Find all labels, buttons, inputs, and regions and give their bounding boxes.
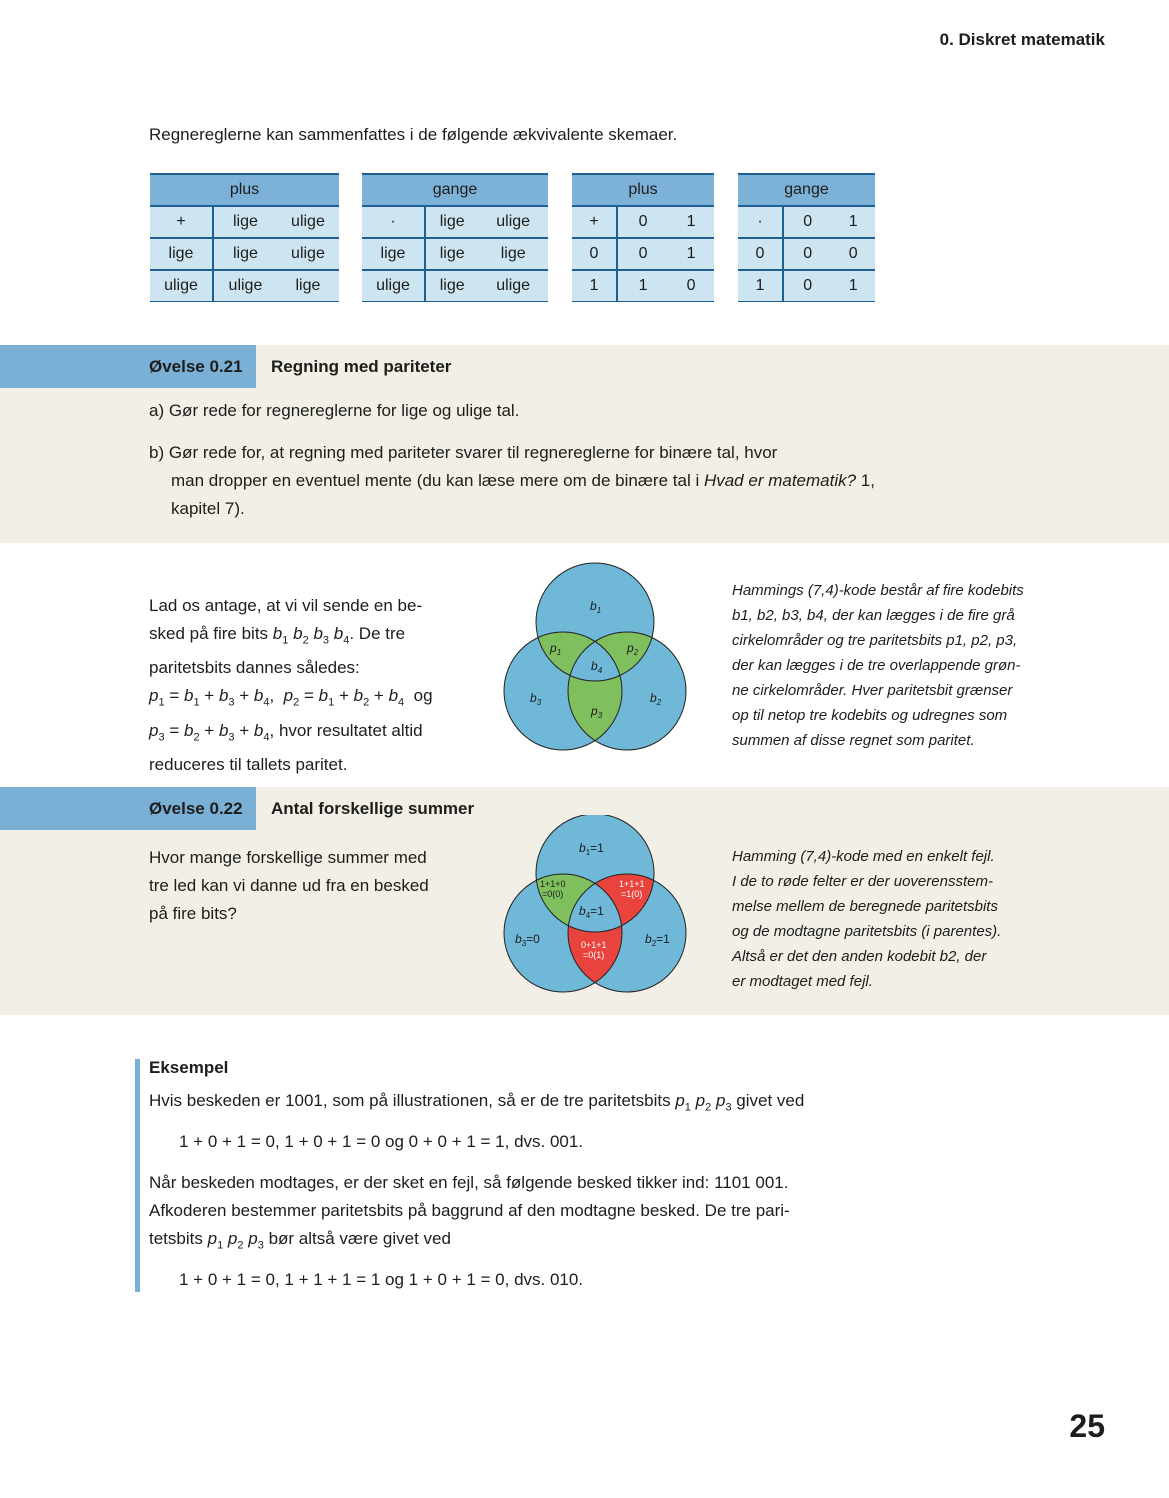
table-cell: 1 [831, 270, 875, 302]
venn-diagram-error [500, 815, 690, 993]
text-line: paritetsbits dannes således: [149, 658, 360, 678]
label-p1: $p_1$ [550, 641, 562, 657]
exercise-question-b-rest [171, 467, 891, 523]
table-cell: ulige [213, 270, 277, 302]
intro-text: Regnereglerne kan sammenfattes i de følgende ækvivalente skemaer. [149, 125, 678, 144]
exercise-title: Regning med pariteter [271, 357, 452, 376]
exercise-title: Antal forskellige summer [271, 799, 475, 818]
text-span: Hvis beskeden er 1001, som på illustrationen, så er de tre paritetsbits [149, 1091, 676, 1110]
venn-error-caption [732, 844, 1112, 994]
label-b4: $b_4=1$ [579, 904, 604, 920]
text-span: og [413, 686, 433, 706]
label-b1: $b_1=1$ [579, 841, 604, 857]
label-b2: $b_2=1$ [645, 932, 670, 948]
label-b1: $b_1$ [590, 599, 602, 615]
text-line: Afkoderen bestemmer paritetsbits på baggrund af den modtagne besked. De tre pari- [149, 1201, 790, 1220]
hamming-text [149, 592, 479, 779]
example-paragraph-2 [149, 1169, 949, 1259]
table-cell: · [362, 206, 425, 238]
text-line: tetsbits $p_1$ $p_2$ $p_3$ bør altså være givet ved [149, 1229, 451, 1252]
table-cell: + [572, 206, 617, 238]
caption-line: melse mellem de beregnede paritetsbits [732, 898, 998, 915]
text-line: reduceres til tallets paritet. [149, 755, 348, 775]
caption-line: ne cirkelområder. Hver paritetsbit grænser [732, 682, 1013, 699]
table-cell: lige [425, 206, 478, 238]
example-paragraph-1: Hvis beskeden er 1001, som på illustrationen, så er de tre paritetsbits $p_1$ $p_2$ $p_3$ givet ved [149, 1091, 805, 1114]
label-b2: $b_2$ [650, 691, 662, 707]
table-cell: 1 [738, 270, 783, 302]
caption-line: og de modtagne paritetsbits (i parentes). [732, 923, 1002, 940]
text-span: man dropper en eventuel mente (du kan læse mere om de binære tal i [171, 471, 704, 490]
table-cell: ulige [150, 270, 213, 302]
label-p3-result: =0(1) [583, 950, 605, 960]
table-cell: lige [425, 270, 478, 302]
label-b3: $b_3$ [530, 691, 542, 707]
text-span: givet ved [731, 1091, 805, 1110]
text-line: Lad os antage, at vi vil sende en be- [149, 596, 423, 615]
formula-line: $p_1 = b_1 + b_3 + b_4$, $p_2 = b_1 + b_2 + b_4$ og [149, 686, 433, 709]
text-line: Når beskeden modtages, er der sket en fejl, så følgende besked tikker ind: 1101 001. [149, 1173, 789, 1192]
table-cell: 0 [783, 238, 831, 270]
exercise-number: Øvelse 0.22 [149, 799, 243, 818]
table-cell: 1 [668, 206, 714, 238]
text-span: tetsbits [149, 1229, 208, 1248]
table-cell: 0 [617, 238, 668, 270]
caption-line: Altså er det den anden kodebit b2, der [732, 948, 987, 965]
table-title: plus [572, 174, 714, 206]
table-cell: 1 [617, 270, 668, 302]
table-cell: lige [150, 238, 213, 270]
formula-line: $p_3 = b_2 + b_3 + b_4$, hvor resultatet altid [149, 720, 423, 744]
table-plus-binary [572, 173, 714, 302]
table-cell: 0 [572, 238, 617, 270]
label-p2-result: =1(0) [621, 889, 643, 899]
table-cell: ulige [277, 238, 339, 270]
label-p3: $p_3$ [591, 704, 603, 720]
table-cell: ulige [277, 206, 339, 238]
caption-line: Hammings (7,4)-kode består af fire kodebits [732, 582, 1024, 599]
label-b4: $b_4$ [591, 659, 603, 675]
label-p2-calc: 1+1+1 [619, 879, 645, 889]
table-cell: 0 [617, 206, 668, 238]
label-p1-calc: 1+1+0 [540, 879, 566, 889]
caption-line: cirkelområder og tre paritetsbits p1, p2, p3, [732, 632, 1018, 649]
table-title: gange [738, 174, 875, 206]
text-line: sked på fire bits $b_1$ $b_2$ $b_3$ $b_4$. De tre [149, 624, 406, 647]
table-cell: 1 [831, 206, 875, 238]
table-cell: lige [478, 238, 548, 270]
table-cell: 0 [783, 206, 831, 238]
table-cell: + [150, 206, 213, 238]
exercise-number: Øvelse 0.21 [149, 357, 243, 376]
table-cell: 1 [572, 270, 617, 302]
caption-line: summen af disse regnet som paritet. [732, 732, 975, 749]
table-cell: ulige [478, 270, 548, 302]
caption-line: der kan lægges i de tre overlappende grøn- [732, 657, 1021, 674]
text-span: , hvor resultatet altid [269, 720, 423, 740]
exercise-question-a: a) Gør rede for regnereglerne for lige og ulige tal. [149, 401, 520, 420]
table-cell: 0 [831, 238, 875, 270]
caption-line: op til netop tre kodebits og udregnes som [732, 707, 1008, 724]
table-gange-binary [738, 173, 875, 302]
chapter-title: 0. Diskret matematik [939, 30, 1105, 49]
table-cell: 0 [738, 238, 783, 270]
book-title: Hvad er matematik? [703, 471, 857, 490]
caption-line: er modtaget med fejl. [732, 973, 873, 990]
caption-line: Hamming (7,4)-kode med en enkelt fejl. [732, 848, 995, 865]
venn-diagram [500, 562, 690, 754]
table-plus-parity [150, 173, 339, 302]
text-line: på fire bits? [149, 904, 237, 923]
page-number: 25 [1069, 1408, 1105, 1444]
label-b3: $b_3=0$ [515, 932, 540, 948]
text-span: . De tre [349, 624, 406, 643]
text-line: tre led kan vi danne ud fra en besked [149, 876, 429, 895]
text-span: 1, kapitel 7). [171, 471, 875, 518]
equation-2: 1 + 0 + 1 = 0, 1 + 1 + 1 = 1 og 1 + 0 + 1 = 0, dvs. 010. [179, 1270, 584, 1289]
venn-caption [732, 578, 1112, 753]
table-cell: · [738, 206, 783, 238]
table-cell: 1 [668, 238, 714, 270]
table-cell: 0 [783, 270, 831, 302]
label-p1-result: =0(0) [542, 889, 564, 899]
equation-1: 1 + 0 + 1 = 0, 1 + 0 + 1 = 0 og 0 + 0 + 1 = 1, dvs. 001. [179, 1132, 584, 1151]
text-span: sked på fire bits [149, 624, 273, 643]
example-accent-bar [135, 1059, 140, 1292]
example-title: Eksempel [149, 1058, 229, 1077]
table-cell: ulige [362, 270, 425, 302]
table-title: gange [362, 174, 548, 206]
table-cell: lige [425, 238, 478, 270]
table-title: plus [150, 174, 339, 206]
label-p2: $p_2$ [627, 641, 639, 657]
label-p3-calc: 0+1+1 [581, 940, 607, 950]
text-line: Hvor mange forskellige summer med [149, 848, 427, 867]
table-cell: lige [213, 238, 277, 270]
table-cell: lige [277, 270, 339, 302]
text-span: bør altså være givet ved [263, 1229, 451, 1248]
caption-line: I de to røde felter er der uoverensstem- [732, 873, 993, 890]
table-cell: lige [362, 238, 425, 270]
table-gange-parity [362, 173, 548, 302]
table-cell: lige [213, 206, 277, 238]
exercise-question [149, 844, 479, 928]
exercise-question-b-line1: b) Gør rede for, at regning med pariteter svarer til regnereglerne for binære tal, hvor [149, 443, 778, 462]
table-cell: ulige [478, 206, 548, 238]
table-cell: 0 [668, 270, 714, 302]
caption-line: b1, b2, b3, b4, der kan lægges i de fire grå [732, 607, 1015, 624]
